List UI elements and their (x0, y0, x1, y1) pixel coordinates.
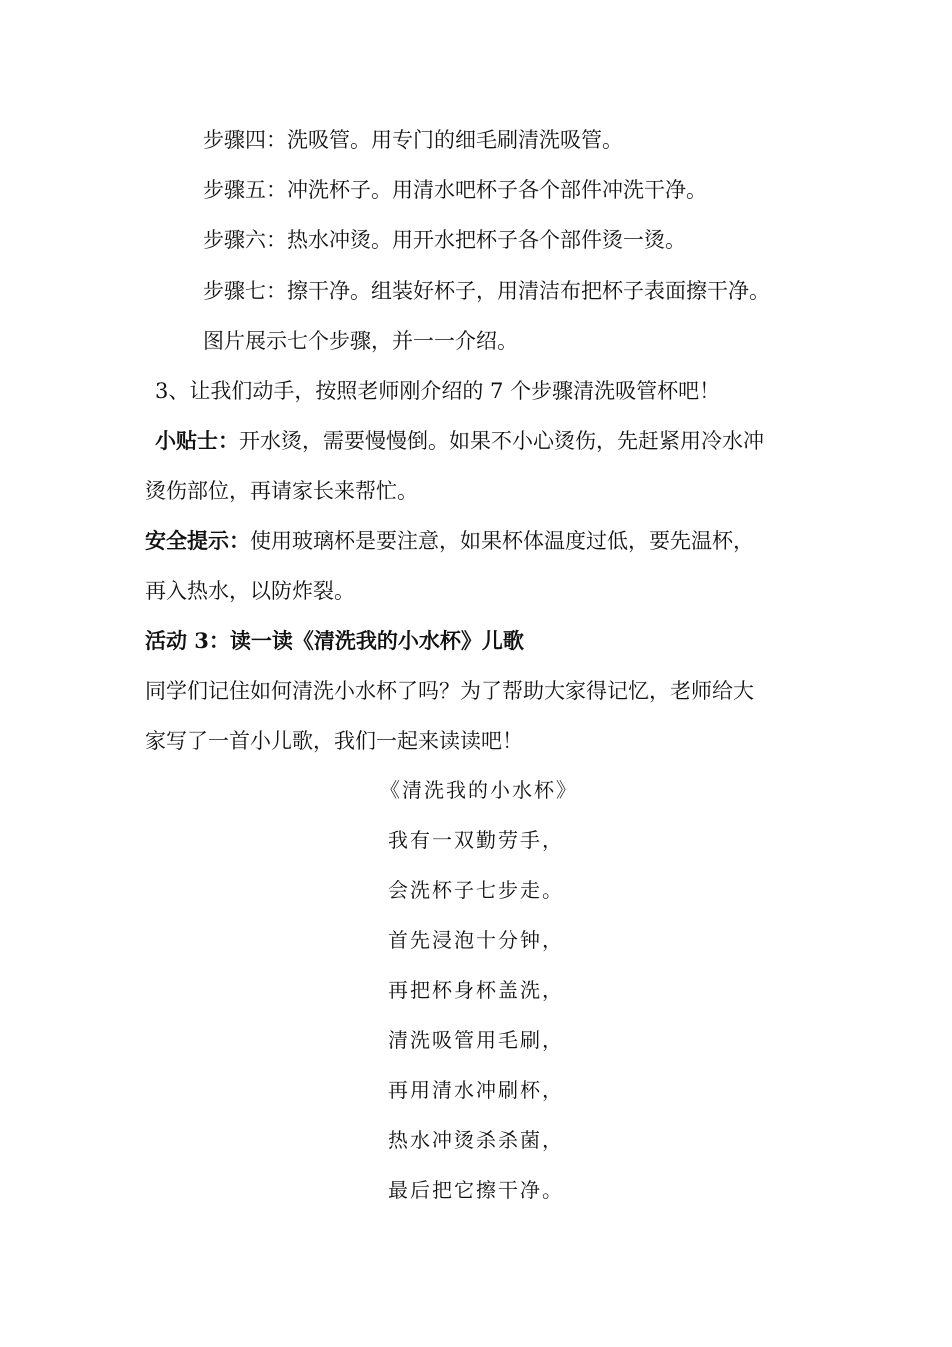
tip-line-1 (155, 426, 764, 456)
poem-line: 最后把它擦干净。 (388, 1178, 564, 1202)
activity-title: 活动 3：读一读《清洗我的小水杯》儿歌 (145, 628, 524, 653)
step-four: 步骤四：洗吸管。用专门的细毛刷清洗吸管。 (203, 128, 623, 152)
poem-line: 首先浸泡十分钟， (388, 928, 564, 952)
steps-summary: 图片展示七个步骤，并一一介绍。 (203, 329, 518, 353)
step-seven: 步骤七：擦干净。组装好杯子，用清洁布把杯子表面擦干净。 (203, 279, 770, 303)
poem-line: 再用清水冲刷杯， (388, 1078, 564, 1102)
intro-line-2: 家写了一首小儿歌，我们一起来读读吧！ (145, 729, 523, 753)
safety-label: 安全提示： (145, 528, 250, 553)
step-six: 步骤六：热水冲烫。用开水把杯子各个部件烫一烫。 (203, 228, 686, 252)
poem-line: 热水冲烫杀杀菌， (388, 1128, 564, 1152)
tip-text: 开水烫，需要慢慢倒。如果不小心烫伤，先赶紧用冷水冲 (239, 429, 764, 453)
intro-line-1: 同学们记住如何清洗小水杯了吗？为了帮助大家得记忆，老师给大 (145, 679, 754, 703)
poem-line: 会洗杯子七步走。 (388, 878, 564, 902)
poem-title: 《清洗我的小水杯》 (380, 778, 578, 802)
poem-line: 我有一双勤劳手， (388, 828, 564, 852)
safety-text: 使用玻璃杯是要注意，如果杯体温度过低，要先温杯， (250, 529, 754, 553)
poem-line: 再把杯身杯盖洗， (388, 978, 564, 1002)
tip-label: 小贴士： (155, 428, 239, 453)
tip-line-2: 烫伤部位，再请家长来帮忙。 (145, 479, 418, 503)
safety-line-2: 再入热水，以防炸裂。 (145, 579, 355, 603)
poem-line: 清洗吸管用毛刷， (388, 1028, 564, 1052)
step-five: 步骤五：冲洗杯子。用清水吧杯子各个部件冲洗干净。 (203, 178, 707, 202)
safety-line-1 (145, 526, 754, 556)
instruction-text: 3、让我们动手，按照老师刚介绍的 7 个步骤清洗吸管杯吧！ (155, 379, 721, 403)
